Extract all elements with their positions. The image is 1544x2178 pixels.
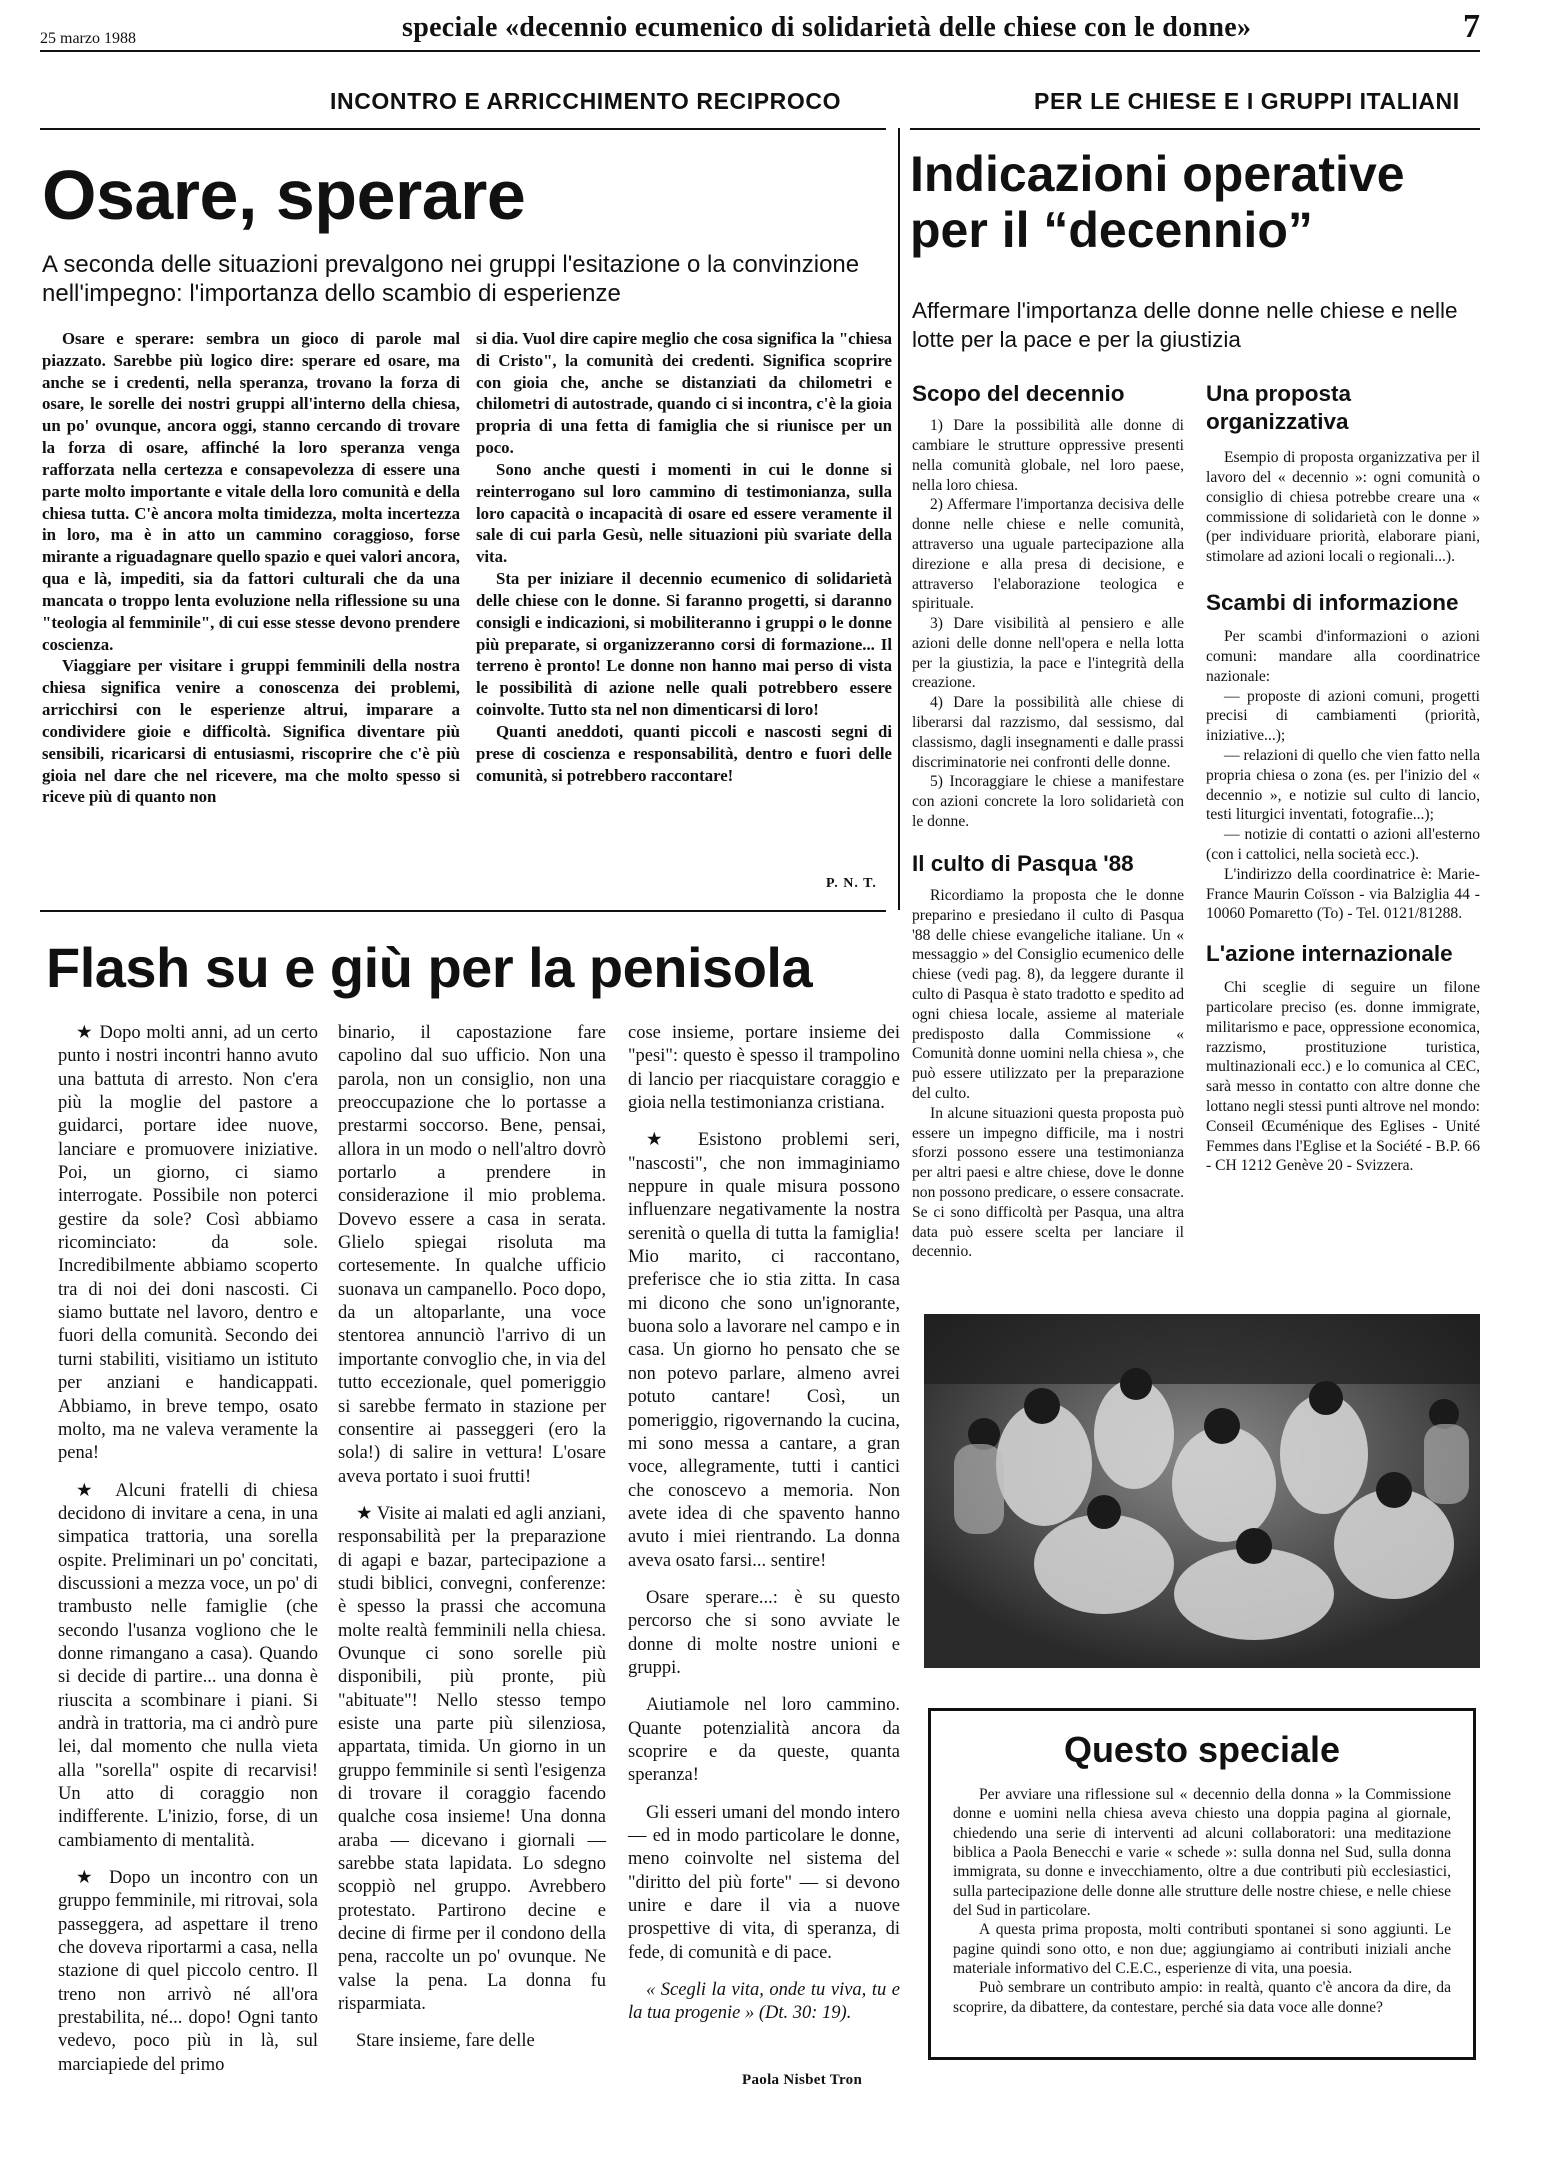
paragraph: In alcune situazioni questa proposta può essere un impegno difficile, ma i nostri sforzi possono essere una testimonianza per altri paesi e altre chiese, dove le donne non possono predicare, o essere consacrate. Se ci sono difficoltà per Pasqua, una altra data può essere scelta per lanciare il decennio. — [912, 1104, 1184, 1261]
paragraph: ★ Visite ai malati ed agli anziani, responsabilità per la preparazione di agapi e bazar, partecipazione a studi biblici, convegni, conferenze: è spesso la prassi che accomuna molte realtà femminili nella chiesa. Ovunque ci sono sorelle più disponibili, più pronte, più "abituate"! Nello stesso tempo esiste una parte più silenziosa, appartata, timida. Un giorno in un gruppo femminile si sentì l'esigenza di trovare il coraggio facendo qualche cosa insieme! Una donna araba — dicevano i giornali — sarebbe stata lapidata. Lo sdegno scoppiò nel gruppo. Avrebbero protestato. Partirono decine e decine di firme per il condono della pena, raccolte un po' ovunque. Ne valse la pena. La donna fu risparmiata. — [338, 1503, 606, 2015]
flash-column-3 — [628, 1022, 900, 2040]
right-column-1 — [912, 380, 1184, 1262]
paragraph: si dia. Vuol dire capire meglio che cosa significa la "chiesa di Cristo", la comunità dei credenti. Significa scoprire con gioia che, anche se distanziati da chilometri e chilometri di autostrade, quando ci si incontra, c'è la gioia propria di una fetta di famiglia che si riunisce per un poco. — [476, 329, 892, 458]
paragraph: A questa prima proposta, molti contributi spontanei si sono aggiunti. Le pagine quindi sono otto, e non due; aggiungiamo ai contributi iniziali anche materiale informativo del C.E.C., esperienze di vita, una poesia. — [953, 1921, 1451, 1977]
paragraph: Viaggiare per visitare i gruppi femminili della nostra chiesa significa venire a conoscenza dei problemi, arricchirsi con le esperienze altrui, imparare a condividere gioie e difficoltà. Significa diventare più sensibili, ricaricarsi di entusiasmi, riscoprire che c'è più gioia nel dare che nel ricevere, ma che molto spesso si riceve più di quanto non — [42, 656, 460, 807]
paragraph: Quanti aneddoti, quanti piccoli e nascosti segni di prese di coscienza e responsabilità, dentro e fuori delle comunità, si potrebbero raccontare! — [476, 721, 892, 785]
paragraph: ★ Dopo un incontro con un gruppo femminile, mi ritrovai, sola passeggera, ad aspettare il treno che doveva riportarmi a casa, nella stazione di quel piccolo centro. Il treno non arrivò né all'ora prestabilita, né... dopo! Ogni tanto vedevo, poco più in là, sul marciapiede del primo — [58, 1868, 318, 2075]
flash-column-2 — [338, 1022, 606, 2068]
list-item: 2) Affermare l'importanza decisiva delle donne nelle chiese e nelle comunità, attraverso una uguale partecipazione alla direzione e alla presa di decisione, e attraverso l'elaborazione teologica e spirituale. — [912, 496, 1184, 613]
proposta-text — [1206, 448, 1480, 567]
paragraph: cose insieme, portare insieme dei "pesi": questo è spesso il trampolino di lancio per riacquistare coraggio e gioia nella testimonianza cristiana. — [628, 1023, 900, 1114]
paragraph: Può sembrare un contributo ampio: in realtà, quanto c'è ancora da dire, da scoprire, da dibattere, da contestare, perché sia data voce alle donne? — [953, 1979, 1451, 2016]
paragraph: ★ Dopo molti anni, ad un certo punto i nostri incontri hanno avuto una battuta di arresto. Non c'era più la moglie del pastore a guidarci, portare idee nuove, lanciare e promuovere iniziative. Poi, un giorno, ci siamo interrogate. Possibile non poterci gestire da sole? Così abbiamo ricominciato: da sole. Incredibilmente abbiamo scoperto tra di noi dei doni nascosti. Ci siamo buttate nel lavoro, dentro e fuori della comunità. Secondo dei turni stabiliti, visitiamo un istituto per anziani e handicappati. Abbiamo, in breve tempo, osato molto, ma ne valeva veramente la pena! — [58, 1023, 318, 1464]
group-photo — [924, 1314, 1480, 1668]
paragraph: ★ Alcuni fratelli di chiesa decidono di invitare a cena, in una simpatica trattoria, una sorella ospite. Preliminari un po' concitati, discussioni a mezza voce, un po' di trambusto nelle famiglie (che secondo l'usanza vogliono che le donne rimangano a casa). Quando si decide di partire... una donna è riuscita a scombinare i piani. Si andrà in trattoria, ma ci andrò pure lei, dal momento che nulla vieta alla "sorella" ospite di recarvisi! Un atto di coraggio non indifferente. L'inizio, forse, di un cambiamento di mentalità. — [58, 1480, 318, 1851]
paragraph: Esempio di proposta organizzativa per il lavoro del « decennio »: ogni comunità o consiglio di chiesa potrebbe creare una « commissione di solidarietà con le donne » (per individuare priorità, elaborare piani, stimolare ad azioni locali o regionali...). — [1206, 449, 1480, 566]
paragraph: — relazioni di quello che vien fatto nella propria chiesa o zona (es. per l'inizio del « decennio », e notizie sul culto di lancio, testi liturgici inventati, fotografie...); — [1206, 746, 1480, 824]
left-article-title: Osare, sperare — [42, 156, 526, 234]
paragraph: Per avviare una riflessione sul « decennio della donna » la Commissione donne e uomini nella chiesa aveva chiesto una doppia pagina al giornale, chiedendo una serie di interventi ad alcuni collaboratori: una meditazione biblica a Paola Benecchi e varie « schede »: sulla donna nel Sud, sulla donna immigrata, su donne e invecchiamento, oltre a due contributi più ecclesiastici, sulla partecipazione delle donne alle strutture delle nostre chiese, e nelle chiese del Sud in particolare. — [953, 1786, 1451, 1919]
box-title: Questo speciale — [1063, 1729, 1341, 1770]
paragraph: « Scegli la vita, onde tu viva, tu e la tua progenie » (Dt. 30: 19). — [628, 1980, 900, 2024]
special-section-title: speciale «decennio ecumenico di solidarietà delle chiese con le donne» — [402, 12, 1252, 43]
left-kicker-rule — [40, 128, 886, 130]
paragraph: Sono anche questi i momenti in cui le donne si reinterrogano sul loro cammino di testimonianza, sulla loro capacità o incapacità di osare ed essere veramente il sale di cui parla Gesù, nelle situazioni più svariate della vita. — [476, 459, 892, 567]
left-kicker: INCONTRO E ARRICCHIMENTO RECIPROCO — [330, 88, 842, 114]
flash-top-rule — [40, 910, 886, 912]
paragraph: Ricordiamo la proposta che le donne preparino e presiedano il culto di Pasqua '88 delle chiese evangeliche italiane. Un « messaggio » del Consiglio ecumenico delle chiese (vedi pag. 8), da leggere durante il culto di Pasqua è stato tradotto e spedito ad ogni chiesa locale, assieme al materiale predisposto dalla Commissione « Comunità donne uomini nella chiesa », che può essere utilizzato per la preparazione del culto. — [912, 886, 1184, 1102]
culto-text — [912, 886, 1184, 1262]
paragraph: — proposte di azioni comuni, progetti precisi di cambiamenti (priorità, iniziative...); — [1206, 687, 1480, 745]
azione-text — [1206, 978, 1480, 1176]
paragraph: L'indirizzo della coordinatrice è: Marie-France Maurin Coïsson - via Balziglia 44 - 10060 Pomaretto (To) - Tel. 0121/81288. — [1206, 865, 1480, 923]
paragraph: — notizie di contatti o azioni all'esterno (con i cattolici, nella società ecc.). — [1206, 826, 1480, 863]
paragraph: Gli esseri umani del mondo intero — ed in modo particolare le donne, meno coinvolte nel sistema del "diritto del più forte" — si devono unire e dare il via a nuove prospettive di vita, di speranza, di fede, di comunità e di pace. — [628, 1802, 900, 1963]
scopo-list — [912, 416, 1184, 832]
paragraph: Stare insieme, fare delle — [356, 2031, 535, 2052]
paragraph: binario, il capostazione fare capolino dal suo ufficio. Non una parola, non un consiglio, non una preoccupazione che lo portasse a prestarmi soccorso. Bene, pensai, allora in un modo o nell'altro dovrò portarlo a prendere in considerazione il mio problema. Dovevo essere a casa in serata. Glielo spiegai risoluta ma cortesemente. In qualche ufficio suonava un campanello. Poco dopo, da un altoparlante, una voce stentorea annunciò l'arrivo di un importante convoglio che, in via del tutto eccezionale, quel pomeriggio si sarebbe fermato in stazione per consentire ai passeggeri (ero la sola!) di salire in vettura! L'osare aveva portato i suoi frutti! — [338, 1023, 606, 1487]
paragraph: Per scambi d'informazioni o azioni comuni: mandare alla coordinatrice nazionale: — [1206, 628, 1480, 685]
scambi-heading: Scambi di informazione — [1206, 590, 1459, 616]
paragraph: Sta per iniziare il decennio ecumenico di solidarietà delle chiese con le donne. Si faranno progetti, si daranno consigli e indicazioni, si mobiliteranno i gruppi o le donne più preparate, si organizzeranno corsi di formazione... Il terreno è pronto! Le donne non hanno mai perso di vista le possibilità di azione nelle quali potrebbero essere coinvolte. Tutto sta nel non dimenticarsi di loro! — [476, 569, 892, 720]
column-divider-top — [898, 128, 900, 910]
proposta-heading: Una proposta organizzativa — [1206, 381, 1352, 435]
flash-article-title: Flash su e giù per la penisola — [46, 936, 813, 999]
title-line: Indicazioni operative — [910, 146, 1405, 202]
list-item: 4) Dare la possibilità alle chiese di liberarsi dal razzismo, dal sessismo, dal classismo, dagli insegnamenti e dalle prassi discriminatorie nei confronti delle donne. — [912, 694, 1184, 771]
right-kicker-rule — [910, 128, 1480, 130]
left-article-column-1 — [42, 328, 460, 808]
title-line: per il “decennio” — [910, 202, 1313, 258]
paragraph: Chi sceglie di seguire un filone particolare preciso (es. donne immigrate, militarismo e pace, oppressione economica, razzismo, prostituzione turistica, multinazionali ecc.) e lo comunica al CEC, sarà messo in contatto con altre donne che lottano negli stessi punti altrove nel mondo: Conseil Œcuménique des Eglises - Unité Femmes dans l'Eglise et la Société - B.P. 66 - CH 1212 Genève 20 - Svizzera. — [1206, 979, 1480, 1175]
header-rule — [40, 50, 1480, 52]
page-number: 7 — [1463, 8, 1480, 45]
paragraph: Osare sperare...: è su questo percorso che si sono avviate le donne di molte nostre unioni e gruppi. — [628, 1587, 900, 1678]
left-article-signature: P. N. T. — [826, 876, 877, 891]
flash-column-1 — [58, 1022, 318, 2091]
issue-date: 25 marzo 1988 — [40, 30, 136, 47]
flash-article-signature: Paola Nisbet Tron — [742, 2072, 863, 2088]
left-article-subtitle: A seconda delle situazioni prevalgono nei gruppi l'esitazione o la convinzione nell'impegno: l'importanza dello scambio di esperienze — [42, 251, 860, 308]
right-article-title — [910, 146, 1405, 258]
right-article-subtitle: Affermare l'importanza delle donne nelle chiese e nelle lotte per la pace e per la giustizia — [912, 298, 1458, 353]
right-column-2 — [1206, 380, 1480, 1176]
paragraph: Osare e sperare: sembra un gioco di parole mal piazzato. Sarebbe più logico dire: sperare ed osare, ma anche se i credenti, nella speranza, trovano la forza di osare, le sorelle dei nostri gruppi all'interno della chiesa, un po' ovunque, ancora oggi, stanno cercando di trovare la forza di osare, affinché la loro speranza venga rafforzata nella certezza e consapevolezza di essere una parte molto importante e vitale della loro comunità e della chiesa tutta. C'è ancora molta timidezza, molta incertezza in loro, ma è in atto un cammino coraggioso, forse mirante a riguadagnare quello spazio e quei valori ancora, qua e là, impediti, sia da fattori culturali che da una mancata o troppo lenta evoluzione nella riflessione su una "teologia al femminile", di cui esse stesse devono prendere coscienza. — [42, 329, 460, 654]
list-item: 1) Dare la possibilità alle donne di cambiare le strutture oppressive presenti nella comunità globale, nel loro paese, nella loro chiesa. — [912, 417, 1184, 494]
box-text — [953, 1785, 1451, 2017]
list-item: 3) Dare visibilità al pensiero e alle azioni delle donne nell'opera e nella lotta per la giustizia, la pace e l'integrità della creazione. — [912, 615, 1184, 692]
scopo-heading: Scopo del decennio — [912, 381, 1125, 406]
list-item: 5) Incoraggiare le chiese a manifestare con azioni concrete la loro solidarietà con le donne. — [912, 773, 1184, 831]
left-article-column-2 — [476, 328, 892, 786]
culto-heading: Il culto di Pasqua '88 — [912, 850, 1134, 876]
questo-speciale-box — [928, 1708, 1476, 2060]
page-header — [40, 8, 1480, 52]
scambi-text — [1206, 627, 1480, 924]
paragraph: Aiutiamole nel loro cammino. Quante potenzialità ancora da scoprire e da queste, quanta speranza! — [628, 1695, 900, 1786]
group-photo-image — [924, 1314, 1480, 1668]
paragraph: ★ Esistono problemi seri, "nascosti", che non immaginiamo neppure in quale misura possono influenzare negativamente la nostra serenità o quella di tutta la famiglia! Mio marito, ci raccontano, preferisce che io stia zitta. In casa mi dicono che sono un'ignorante, buona solo a lavorare nel campo e in casa. Un giorno ho pensato che se non potevo parlare, almeno avrei potuto cantare! Così, un pomeriggio, rigovernando la cucina, mi sono messa a cantare, a gran voce, allegramente, tutti i cantici che conoscevo a memoria. Non avete idea di che spavento hanno avuto i miei rientrando. La donna aveva osato farsi... sentire! — [628, 1130, 900, 1571]
azione-heading: L'azione internazionale — [1206, 941, 1453, 967]
right-kicker: PER LE CHIESE E I GRUPPI ITALIANI — [1034, 88, 1460, 114]
